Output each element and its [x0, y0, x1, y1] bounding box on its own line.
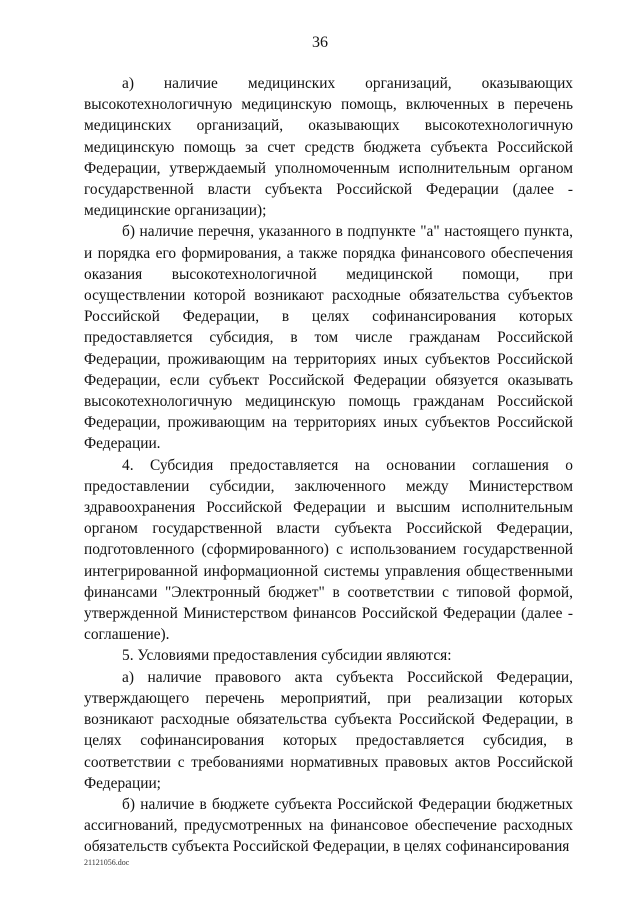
- paragraph-5: 5. Условиями предоставления субсидии являются:: [122, 647, 452, 665]
- paragraph-3b: б) наличие перечня, указанного в подпункте "а" настоящего пункта, и порядка его формирования, а также порядка финансового обеспечения оказания высокотехнологичной медицинской помощи, при осуществлении которой возникают расходные обязательства субъектов Российской Федерации, в целях софинансирования которых предоставляется субсидия, в том числе гражданам Российской Федерации, проживающим на территориях иных субъектов Российской Федерации, если субъект Российской Федерации обязуется оказывать высокотехнологичную медицинскую помощь гражданам Российской Федерации, проживающим на территориях иных субъектов Российской Федерации.: [84, 223, 573, 453]
- document-body: [84, 73, 573, 858]
- paragraph-5a: а) наличие правового акта субъекта Российской Федерации, утверждающего перечень мероприятий, при реализации которых возникают расходные обязательства субъекта Российской Федерации, в целях софинансирования которых предоставляется субсидия, в соответствии с требованиями нормативных правовых актов Российской Федерации;: [84, 668, 573, 792]
- page-number: 36: [312, 34, 328, 51]
- paragraph-3a: а) наличие медицинских организаций, оказывающих высокотехнологичную медицинскую помощь, включенных в перечень медицинских организаций, оказывающих высокотехнологичную медицинскую помощь за счет средств бюджета субъекта Российской Федерации, утверждаемый уполномоченным исполнительным органом государственной власти субъекта Российской Федерации (далее - медицинские организации);: [84, 75, 573, 220]
- document-file-code: 21121056.doc: [84, 858, 130, 867]
- paragraph-4: 4. Субсидия предоставляется на основании соглашения о предоставлении субсидии, заключенного между Министерством здравоохранения Российской Федерации и высшим исполнительным органом государственной власти субъекта Российской Федерации, подготовленного (сформированного) с использованием государственной интегрированной информационной системы управления общественными финансами "Электронный бюджет" в соответствии с типовой формой, утвержденной Министерством финансов Российской Федерации (далее - соглашение).: [84, 456, 573, 644]
- paragraph-5b: б) наличие в бюджете субъекта Российской Федерации бюджетных ассигнований, предусмотренных на финансовое обеспечение расходных обязательств субъекта Российской Федерации, в целях софинансирования: [84, 795, 573, 856]
